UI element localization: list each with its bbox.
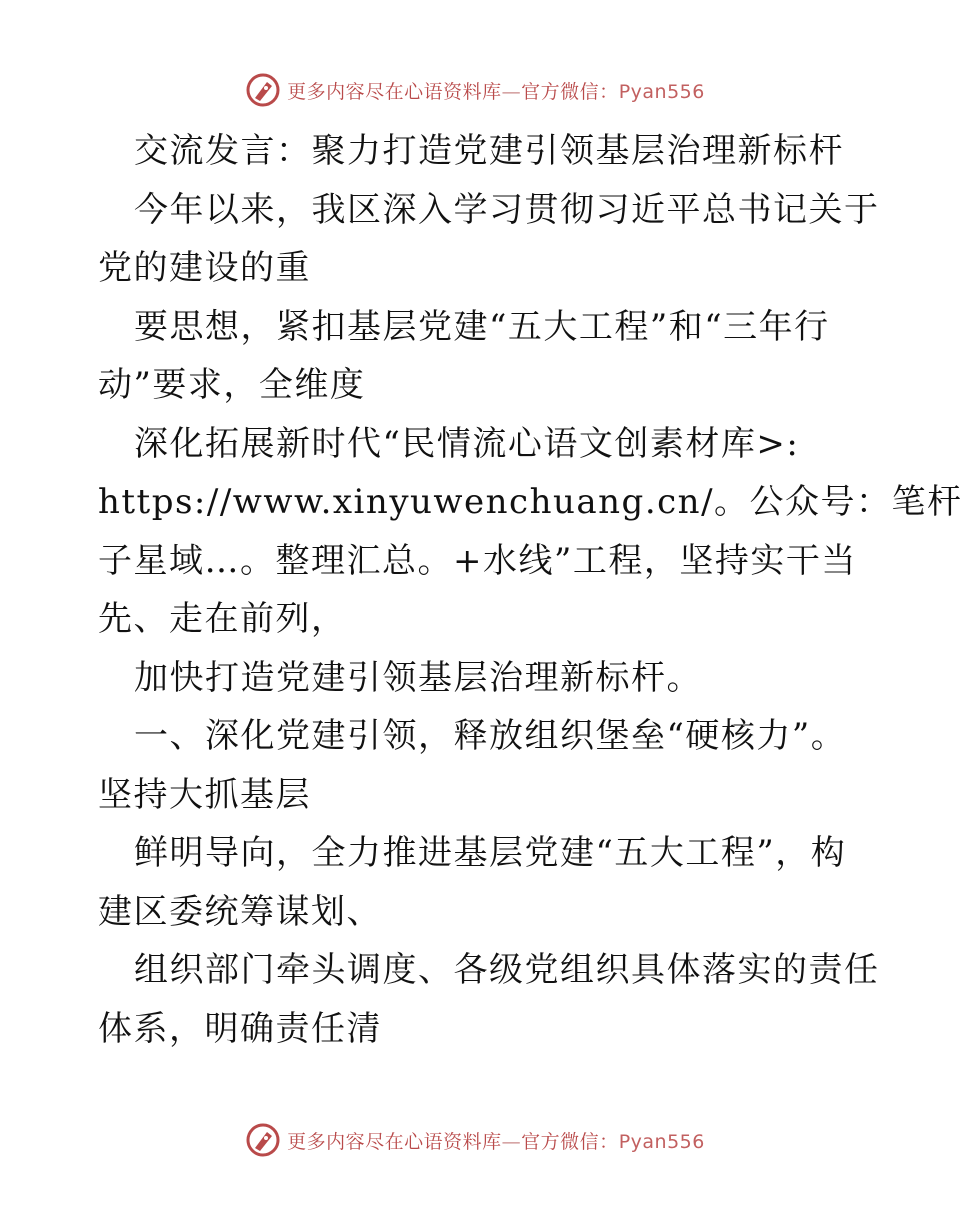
- paragraph-line: 党的建设的重: [98, 248, 311, 288]
- paragraph-line: 体系，明确责任清: [98, 1008, 382, 1049]
- paragraph-line-url: https://www.xinyuwenchuang.cn/。公众号：笔杆: [98, 482, 963, 522]
- pen-nib-logo-icon: [245, 72, 281, 108]
- paragraph-line: 要思想，紧扣基层党建“五大工程”和“三年行: [134, 306, 830, 347]
- paragraph-line: 先、走在前列，: [98, 599, 347, 639]
- paragraph-line: 加快打造党建引领基层治理新标杆。: [134, 657, 702, 698]
- paragraph-line: 坚持大抓基层: [98, 774, 311, 815]
- document-body: [98, 122, 963, 1058]
- document-title: 交流发言：聚力打造党建引领基层治理新标杆: [134, 131, 844, 171]
- banner-text: 更多内容尽在心语资料库—官方微信：Pyan556: [287, 80, 705, 103]
- paragraph-line: 子星域…。整理汇总。+水线”工程，坚持实干当: [98, 540, 857, 581]
- paragraph-line: 深化拓展新时代“民情流心语文创素材库>:: [134, 423, 800, 464]
- paragraph-line: 动”要求，全维度: [98, 365, 366, 405]
- paragraph-line: 鲜明导向，全力推进基层党建“五大工程”，构: [134, 833, 847, 873]
- banner-text: 更多内容尽在心语资料库—官方微信：Pyan556: [287, 1130, 705, 1153]
- footer-banner: [0, 1120, 950, 1160]
- header-banner: [0, 70, 950, 110]
- pen-nib-logo-icon: [245, 1122, 281, 1158]
- paragraph-line: 组织部门牵头调度、各级党组织具体落实的责任: [134, 950, 880, 990]
- section-heading: 一、深化党建引领，释放组织堡垒“硬核力”。: [134, 716, 847, 756]
- paragraph-line: 建区委统筹谋划、: [98, 891, 382, 932]
- paragraph-line: 今年以来，我区深入学习贯彻习近平总书记关于: [134, 189, 880, 230]
